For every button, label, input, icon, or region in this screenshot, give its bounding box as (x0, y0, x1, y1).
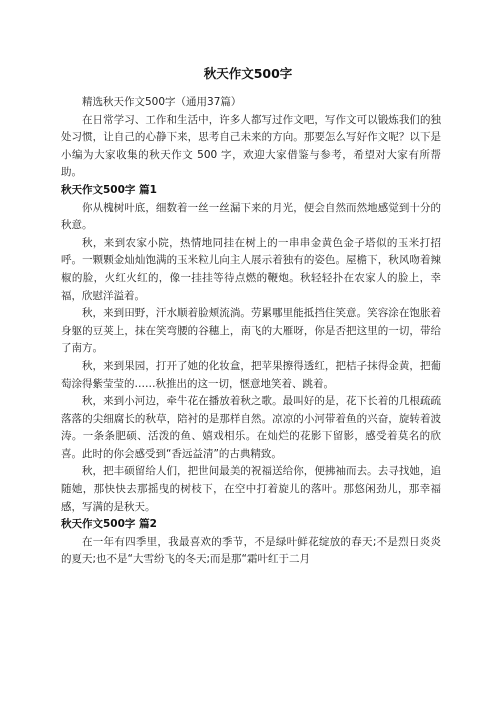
document-title: 秋天作文500字 (203, 66, 293, 81)
body-paragraph: 秋，来到小河边，牵牛花在播放着秋之歌。最叫好的是，花下长着的几根疏疏落落的尖细腐长的秋草，陪衬的是那样自然。凉凉的小河带着鱼的兴奋，旋转着波涛。一条条肥硕、活泼的鱼、嬉戏相乐。在灿烂的花影下留影，感受着莫名的欣喜。此时的你会感受到“香远益清”的古典精致。 (61, 395, 441, 460)
body-paragraph: 秋，把丰硕留给人们，把世间最美的祝福送给你，便拂袖而去。去寻找她，追随她，那快快去那摇曳的树枝下，在空中打着旋儿的落叶。那悠闲劲儿，那幸福感，写满的是秋天。 (61, 465, 441, 513)
body-paragraph: 你从槐树叶底，细数着一丝一丝漏下来的月光，便会自然而然地感觉到十分的秋意。 (61, 201, 441, 232)
body-paragraph: 秋，来到果园，打开了她的化妆盒，把苹果擦得透红，把桔子抹得金黄，把葡萄涂得紫莹莹的……秋推出的这一切，惬意地笑着、跳着。 (61, 359, 441, 390)
section-heading-2: 秋天作文500字 篇2 (61, 518, 157, 531)
intro-subtitle: 精选秋天作文500字（通用37篇） (82, 96, 242, 108)
section-heading-1: 秋天作文500字 篇1 (61, 183, 157, 196)
body-paragraph: 在一年有四季里，我最喜欢的季节，不是绿叶鲜花绽放的春天;不是烈日炎炎的夏天;也不是“大雪纷飞的冬天;而是那“霜叶红于二月 (61, 535, 441, 566)
intro-paragraph: 在日常学习、工作和生活中，许多人都写过作文吧，写作文可以锻炼我们的独处习惯，让自己的心静下来，思考自己未来的方向。那要怎么写好作文呢？以下是小编为大家收集的秋天作文 500 字，欢迎大家借鉴与参考，希望对大家有所帮助。 (61, 113, 441, 179)
body-paragraph: 秋，来到田野，汗水顺着脸颊流淌。劳累哪里能抵挡住笑意。笑容涂在饱胀着身躯的豆荚上，抹在笑弯腰的谷穗上，南飞的大雁呀，你是否把这里的一切，带给了南方。 (61, 307, 441, 355)
body-paragraph: 秋，来到农家小院，热情地同挂在树上的一串串金黄色金子塔似的玉米打招呼。一颗颗金灿灿饱满的玉米粒儿向主人展示着独有的姿色。屋檐下，秋风吻着辣椒的脸，火红火红的，像一挂挂等待点燃的鞭炮。秋轻轻扑在农家人的脸上，幸福，欣慰洋溢着。 (61, 236, 441, 302)
document-body (61, 94, 441, 569)
